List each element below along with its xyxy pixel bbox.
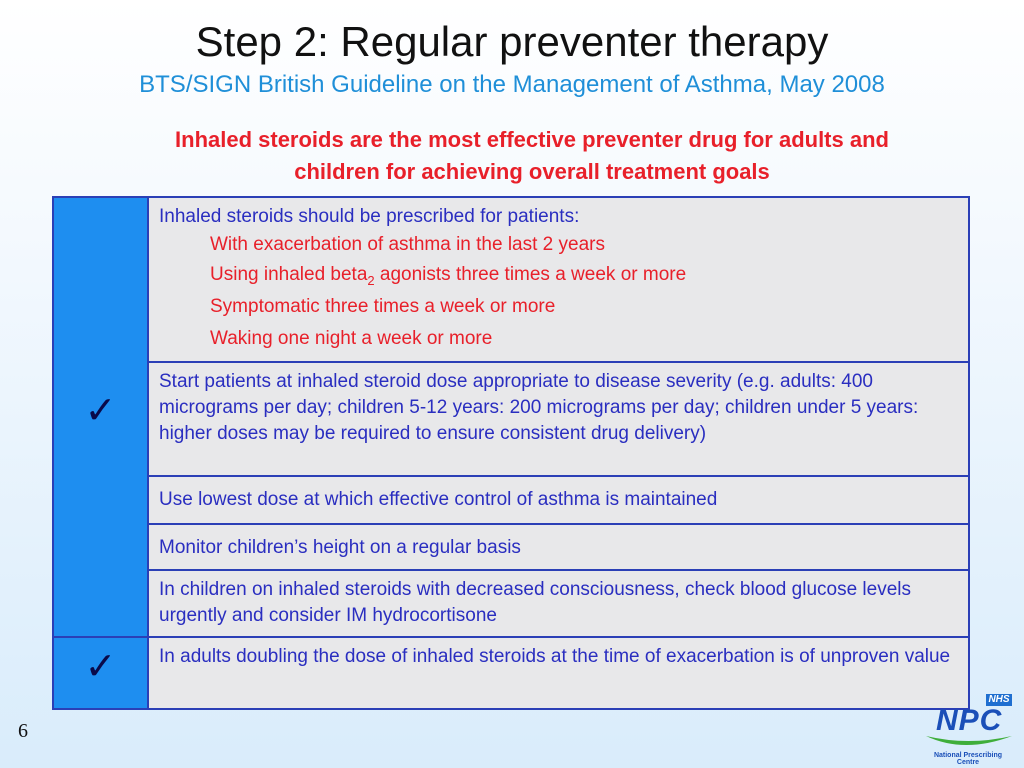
npc-wordmark: NPC <box>936 704 1003 737</box>
nhs-badge: NHS <box>986 694 1012 706</box>
list-item: Symptomatic three times a week or more <box>210 296 556 317</box>
npc-org-name: National Prescribing Centre <box>933 752 1003 766</box>
slide-title: Step 2: Regular preventer therapy <box>195 18 829 65</box>
list-item: Using inhaled beta$_2$ agonists three times a week or more <box>210 264 687 288</box>
page-number: 6 <box>18 720 28 742</box>
table-row: Monitor children’s height on a regular basis <box>149 525 968 569</box>
table-row: Use lowest dose at which effective control of asthma is maintained <box>149 477 968 523</box>
guideline-table <box>52 196 970 710</box>
row-intro: Inhaled steroids should be prescribed for patients: <box>159 206 580 227</box>
slide-subtitle: BTS/SIGN British Guideline on the Management of Asthma, May 2008 <box>139 71 885 98</box>
table-row: In children on inhaled steroids with decreased consciousness, check blood glucose levels urgently and consider IM hydrocortisone <box>149 571 968 636</box>
swoosh-icon <box>924 732 1014 750</box>
checkmark-icon: ✓ <box>84 644 117 688</box>
list-item: Waking one night a week or more <box>210 328 493 349</box>
headline <box>60 124 1004 188</box>
headline-line-2: children for achieving overall treatment goals <box>294 159 770 184</box>
table-row: Start patients at inhaled steroid dose appropriate to disease severity (e.g. adults: 400 micrograms per day; children 5-12 years: 200 micrograms per day; children under 5 years: higher doses may be required to ensure consistent drug delivery) <box>149 363 968 475</box>
headline-line-1: Inhaled steroids are the most effective preventer drug for adults and <box>175 127 889 152</box>
table-row: In adults doubling the dose of inhaled steroids at the time of exacerbation is of unproven value <box>149 638 968 708</box>
table-row <box>149 198 968 361</box>
check-cell-bottom <box>54 638 147 708</box>
list-item: With exacerbation of asthma in the last 2 years <box>210 234 605 255</box>
check-cell-top <box>54 198 147 636</box>
checkmark-icon: ✓ <box>84 388 117 432</box>
npc-logo <box>922 694 1014 764</box>
